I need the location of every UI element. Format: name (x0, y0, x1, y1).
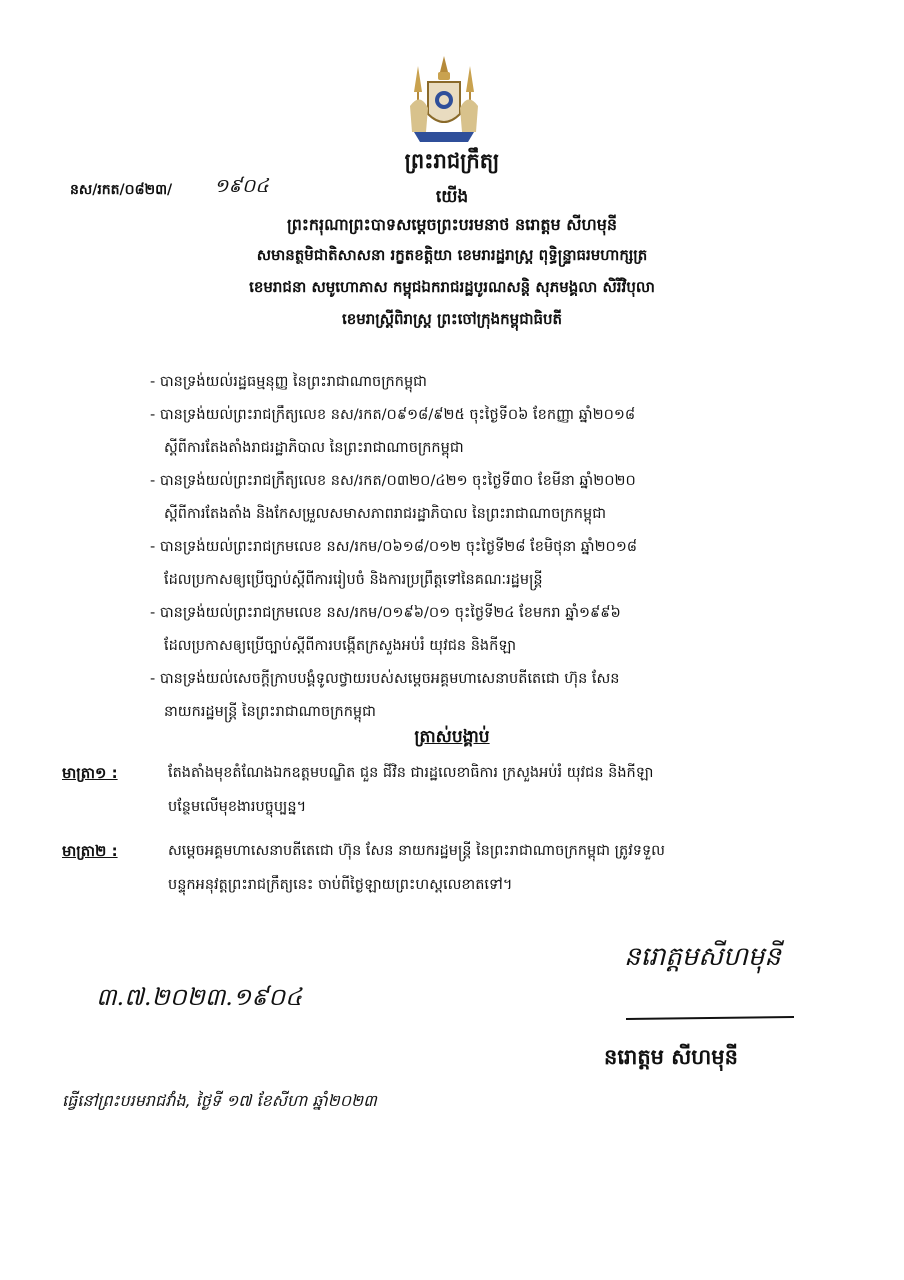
signature-underline (626, 1016, 794, 1020)
king-title-line: សមានត្ថមិជាតិសាសនា រក្ខតខត្តិយា ខេមរារដ្ឋរាស្ត្រ ពុទ្ធិន្ទ្រាធរមហាក្សត្រ (256, 246, 648, 264)
issued-place-date: ធ្វើនៅព្រះបរមរាជវាំង, ថ្ងៃទី ១៧ ខែសីហា ឆ្នាំ២០២៣ (62, 1091, 377, 1110)
handwritten-date: ៣.៧.២០២៣.១៩០៤ (96, 983, 303, 1011)
article-1-label: មាត្រា១ : (62, 764, 118, 782)
article-1-text (168, 756, 818, 824)
article-2-text (168, 834, 818, 902)
considerations-list (150, 366, 830, 729)
document-title: ព្រះរាជក្រឹត្យ (404, 149, 500, 173)
consideration-line: ដែលប្រកាសឲ្យប្រើច្បាប់ស្តីពីការបង្កើតក្រសួងអប់រំ យុវជន និងកីឡា (164, 638, 517, 654)
article-line: សម្តេចអគ្គមហាសេនាបតីតេជោ ហ៊ុន សែន នាយករដ្ឋមន្ត្រី នៃព្រះរាជាណាចក្រកម្ពុជា ត្រូវទទួល (168, 843, 665, 859)
article-line: បន្ថែមលើមុខងារបច្ចុប្បន្ន។ (168, 799, 307, 815)
king-title-line: ព្រះករុណាព្រះបាទសម្តេចព្រះបរមនាថ នរោត្តម សីហមុនី (286, 215, 618, 234)
consideration-line: - បានទ្រង់យល់ព្រះរាជក្រឹត្យលេខ នស/រកត/០៩១៨/៩២៥ ចុះថ្ងៃទី០៦ ខែកញ្ញា ឆ្នាំ២០១៨ (150, 407, 636, 423)
consideration-line: ដែលប្រកាសឲ្យប្រើច្បាប់ស្តីពីការរៀបចំ និងការប្រព្រឹត្តទៅនៃគណៈរដ្ឋមន្ត្រី (164, 572, 543, 588)
consideration-line: - បានទ្រង់យល់ព្រះរាជក្រមលេខ នស/រកម/០១៩៦/០១ ចុះថ្ងៃទី២៤ ខែមករា ឆ្នាំ១៩៩៦ (150, 605, 621, 621)
consideration-line: - បានទ្រង់យល់ព្រះរាជក្រឹត្យលេខ នស/រកត/០៣២០/៤២១ ចុះថ្ងៃទី៣០ ខែមីនា ឆ្នាំ២០២០ (150, 473, 636, 489)
consideration-line: - បានទ្រង់យល់សេចក្តីក្រាបបង្គំទូលថ្វាយរបស់សម្តេចអគ្គមហាសេនាបតីតេជោ ហ៊ុន សែន (150, 671, 620, 687)
consideration-line: ស្តីពីការតែងតាំង និងកែសម្រួលសមាសភាពរាជរដ្ឋាភិបាល នៃព្រះរាជាណាចក្រកម្ពុជា (164, 506, 607, 522)
decree-heading: ត្រាស់បង្គាប់ (414, 727, 490, 747)
article-2-label: មាត្រា២ : (62, 842, 118, 860)
king-title-line: ខេមរាជនា សមូហោភាស កម្ពុជឯករាជរដ្ឋបូរណសន្តិ សុភមង្គលា សិរីវិបុលា (249, 278, 655, 296)
consideration-line: - បានទ្រង់យល់ព្រះរាជក្រមលេខ នស/រកម/០៦១៨/០១២ ចុះថ្ងៃទី២៨ ខែមិថុនា ឆ្នាំ២០១៨ (150, 539, 638, 555)
reference-number: នស/រកត/០៨២៣/ (70, 182, 173, 198)
signatory-name: នរោត្តម សីហមុនី (604, 1045, 738, 1069)
we-heading: យើង (435, 187, 469, 207)
article-line: តែងតាំងមុខតំណែងឯកឧត្តមបណ្ឌិត ជួន ជីវិន ជារដ្ឋលេខាធិការ ក្រសួងអប់រំ យុវជន និងកីឡា (168, 765, 654, 781)
royal-signature: នរោត្តមសីហមុនី (624, 942, 781, 972)
royal-emblem-icon (396, 52, 492, 148)
consideration-line: ស្តីពីការតែងតាំងរាជរដ្ឋាភិបាល នៃព្រះរាជាណាចក្រកម្ពុជា (164, 440, 464, 456)
consideration-line: - បានទ្រង់យល់រដ្ឋធម្មនុញ្ញ នៃព្រះរាជាណាចក្រកម្ពុជា (150, 374, 427, 390)
reference-handwritten-number: ១៩០៤ (214, 175, 269, 197)
consideration-line: នាយករដ្ឋមន្ត្រី នៃព្រះរាជាណាចក្រកម្ពុជា (164, 704, 376, 720)
article-line: បន្ទុកអនុវត្តព្រះរាជក្រឹត្យនេះ ចាប់ពីថ្ងៃឡាយព្រះហស្តលេខាតទៅ។ (168, 877, 513, 893)
king-title-line: ខេមរាស្ត្រីពិរាស្ត្រ ព្រះចៅក្រុងកម្ពុជាធិបតី (341, 310, 563, 328)
